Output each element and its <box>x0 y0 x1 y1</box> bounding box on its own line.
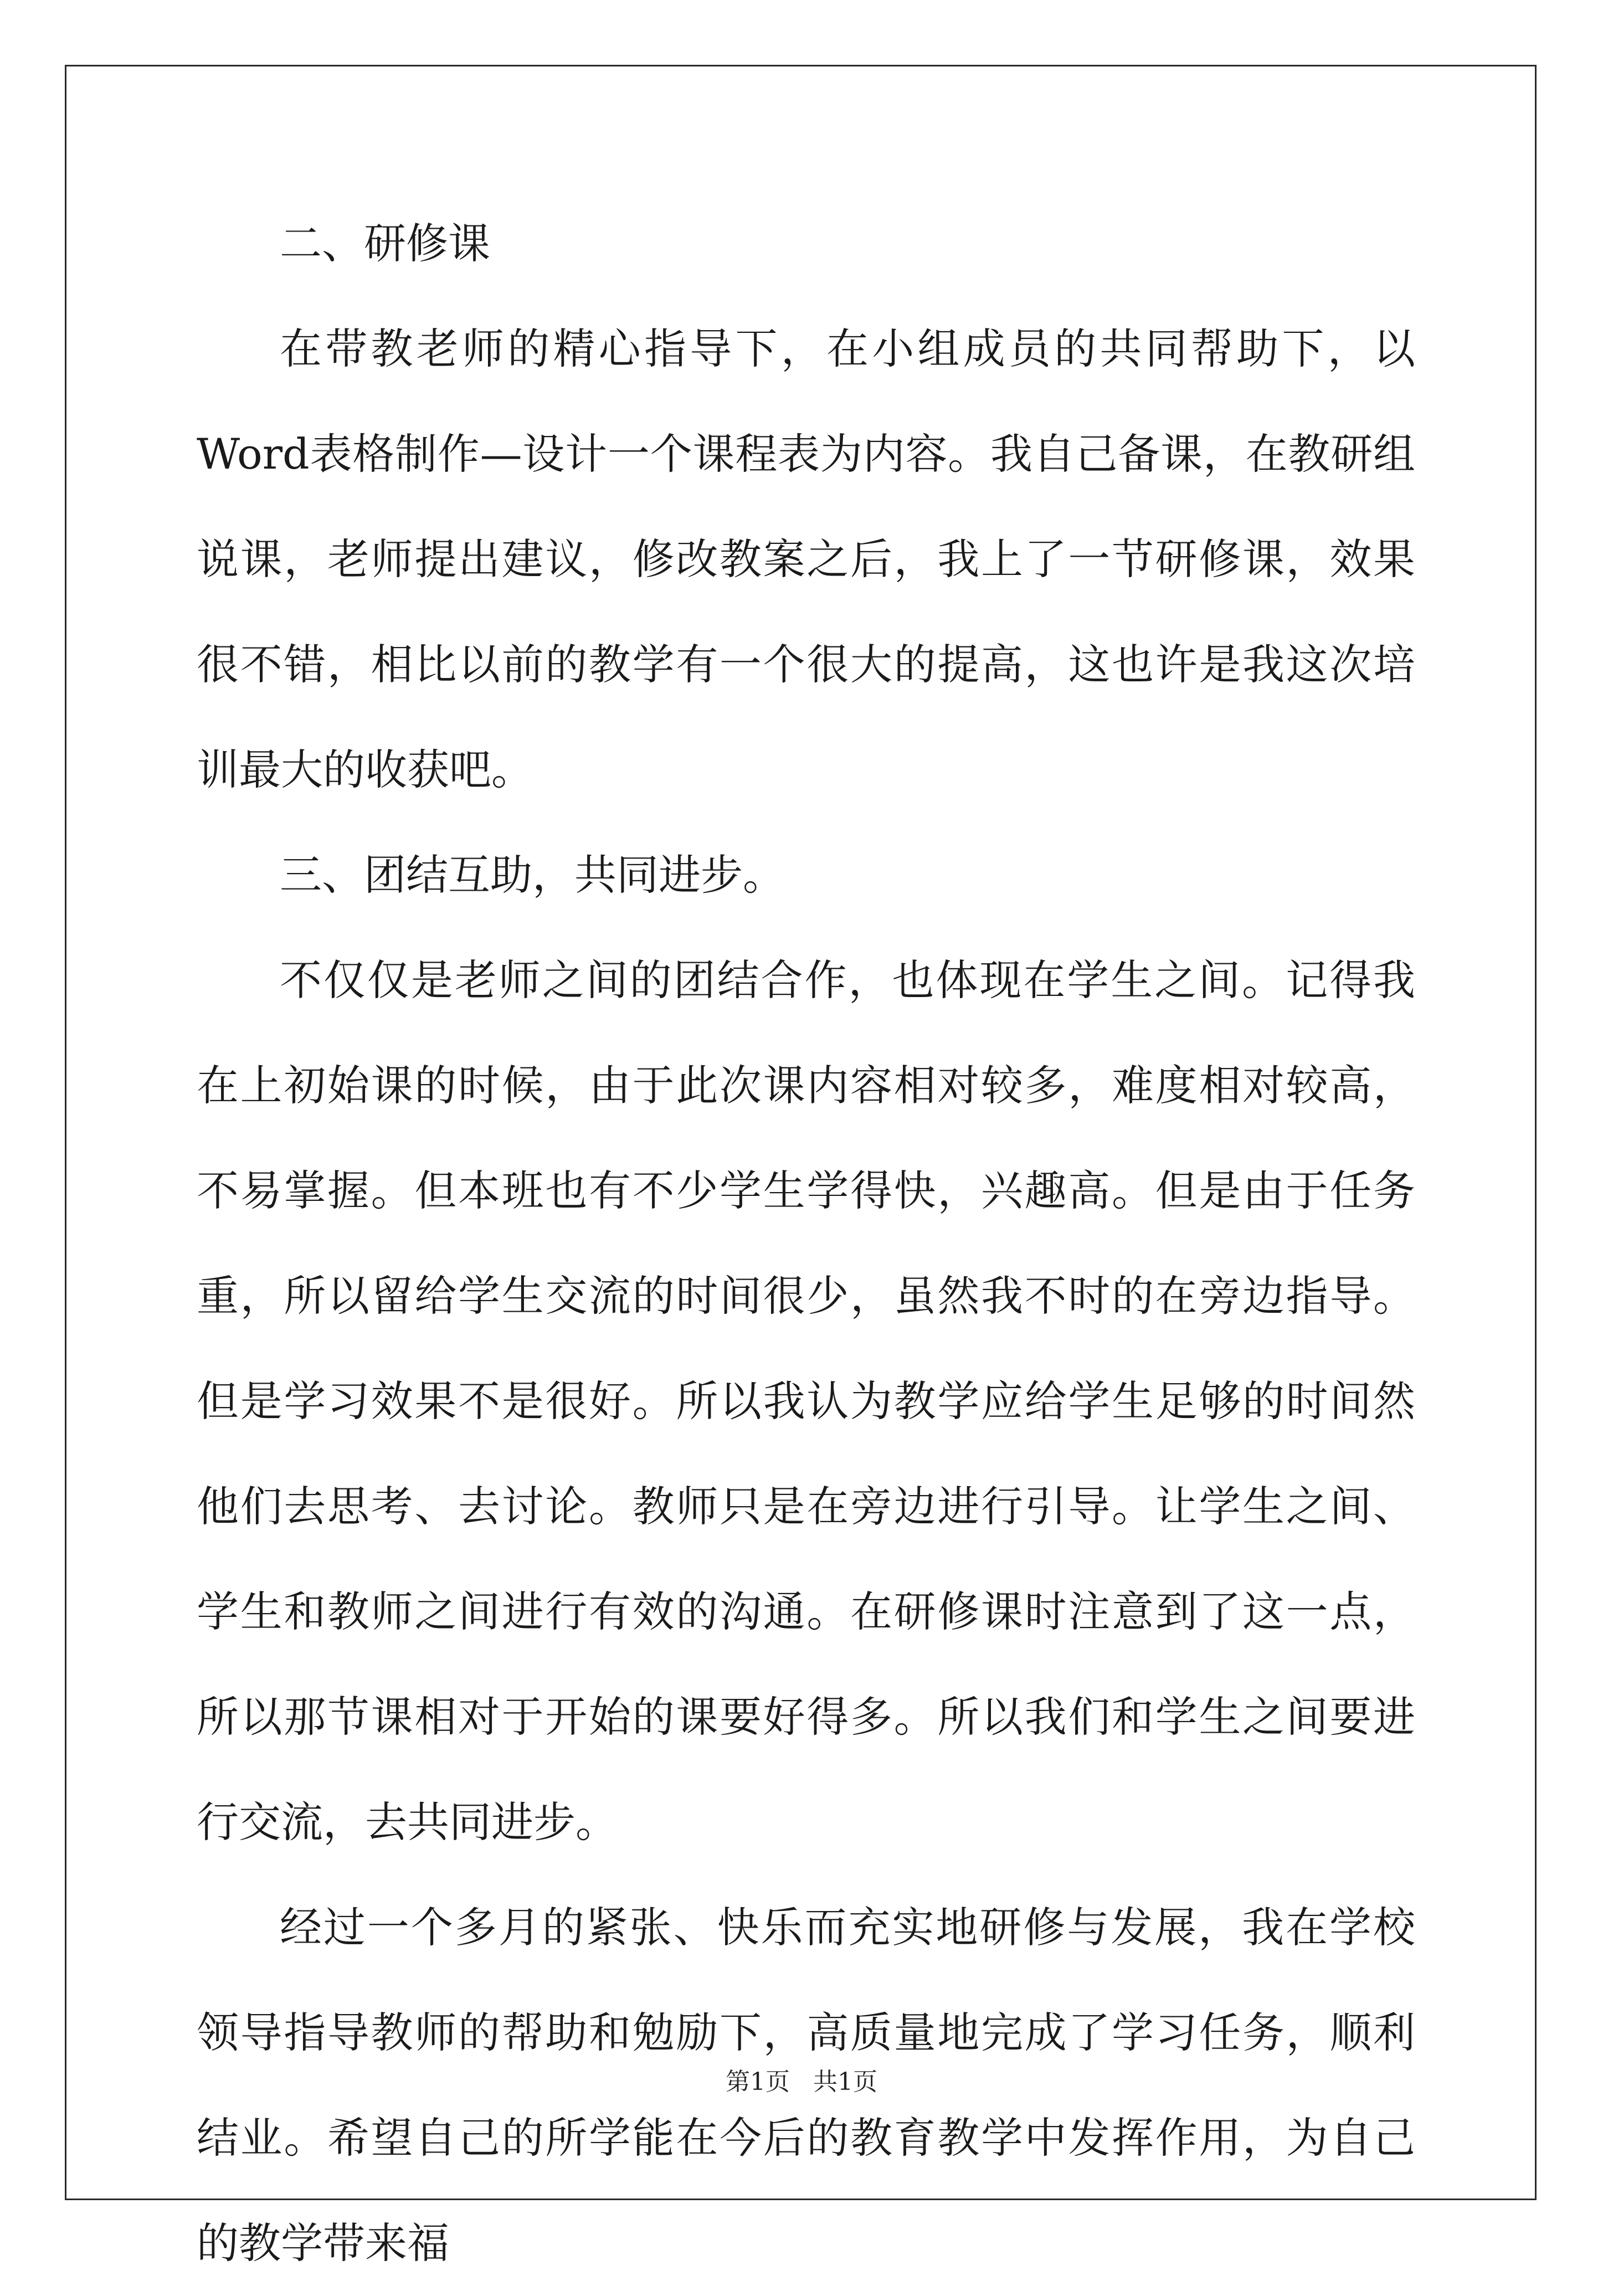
paragraph: 经过一个多月的紧张、快乐而充实地研修与发展，我在学校领导指导教师的帮助和勉励下，高质量地完成了学习任务，顺利结业。希望自己的所学能在今后的教育教学中发挥作用，为自己的教学带来福 <box>197 1903 1415 2268</box>
paragraph: 在带教老师的精心指导下，在小组成员的共同帮助下，以Word表格制作—设计一个课程表为内容。我自己备课，在教研组说课，老师提出建议，修改教案之后，我上了一节研修课，效果很不错，相比以前的教学有一个很大的提高，这也许是我这次培训最大的收获吧。 <box>197 324 1415 794</box>
document-body <box>197 191 1415 2296</box>
heading-2: 二、研修课 <box>280 219 490 268</box>
paragraph: 不仅仅是老师之间的团结合作，也体现在学生之间。记得我在上初始课的时候，由于此次课内容相对较多，难度相对较高，不易掌握。但本班也有不少学生学得快，兴趣高。但是由于任务重，所以留给学生交流的时间很少，虽然我不时的在旁边指导。但是学习效果不是很好。所以我认为教学应给学生足够的时间然他们去思考、去讨论。教师只是在旁边进行引导。让学生之间、学生和教师之间进行有效的沟通。在研修课时注意到了这一点，所以那节课相对于开始的课要好得多。所以我们和学生之间要进行交流，去共同进步。 <box>197 956 1415 1847</box>
heading-3: 三、团结互助，共同进步。 <box>280 850 785 900</box>
page-footer: 第1页 共1页 <box>726 2068 877 2096</box>
